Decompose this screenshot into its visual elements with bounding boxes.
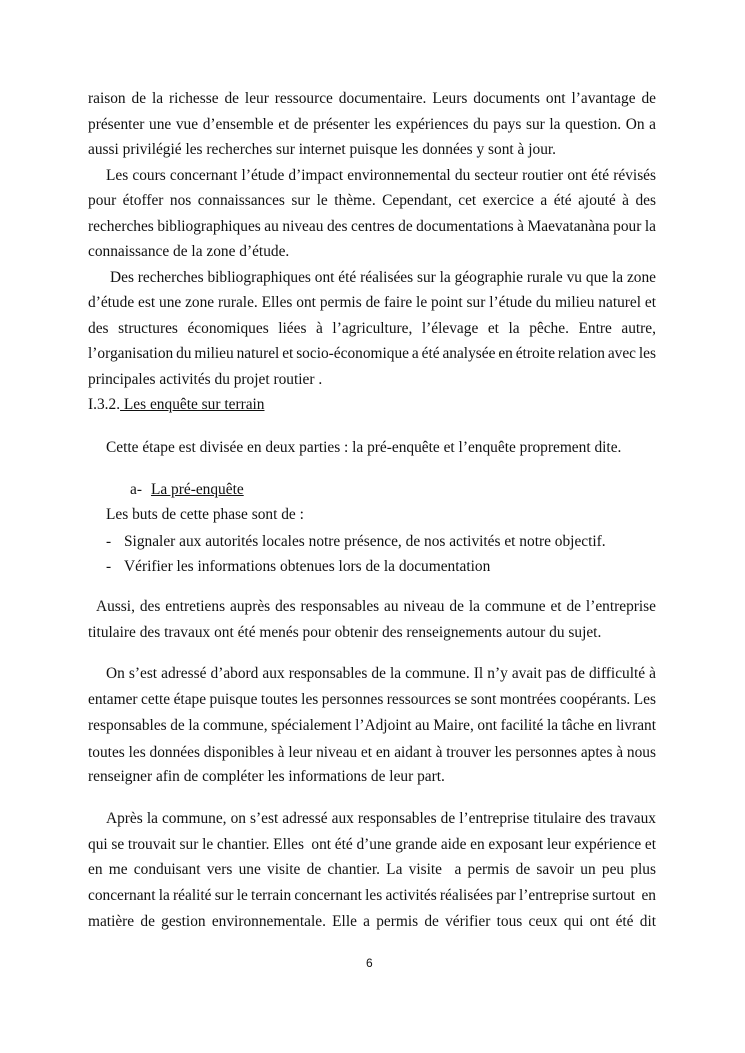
text-line: entamer cette étape puisque toutes les personnes ressources se sont montrées coopérants. Les — [88, 691, 656, 708]
subsection-marker: a- — [130, 481, 142, 498]
list-item-text: Vérifier les informations obtenues lors de la documentation — [124, 558, 491, 575]
text-line: recherches bibliographiques au niveau des centres de documentations à Maevatanàna pour la — [88, 218, 656, 235]
text-line: Aussi, des entretiens auprès des responsables au niveau de la commune et de l’entreprise — [96, 598, 656, 615]
subsection-heading — [130, 481, 430, 499]
text-line: en me conduisant vers une visite de chantier. La visite a permis de savoir un peu plus — [88, 861, 656, 878]
bullet-dash: - — [106, 533, 112, 550]
text-line: Les cours concernant l’étude d’impact environnemental du secteur routier ont été révisés — [106, 167, 656, 184]
text-line: des structures économiques liées à l’agriculture, l’élevage et la pêche. Entre autre, — [88, 320, 656, 337]
text-line: principales activités du projet routier . — [88, 371, 323, 388]
text-line: Après la commune, on s’est adressé aux responsables de l’entreprise titulaire des travaux — [106, 810, 656, 827]
page-number: 6 — [366, 956, 373, 970]
text-line: matière de gestion environnementale. Elle a permis de vérifier tous ceux qui ont été dit — [88, 913, 656, 930]
text-line: On s’est adressé d’abord aux responsables de la commune. Il n’y avait pas de difficulté à — [106, 665, 656, 682]
subsection-title: La pré-enquête — [150, 481, 244, 498]
text-line: l’organisation du milieu naturel et socio-économique a été analysée en étroite relation avec les — [88, 345, 656, 362]
text-line: responsables de la commune, spécialement l’Adjoint au Maire, ont facilité la tâche en livrant — [88, 717, 656, 734]
text-line: qui se trouvait sur le chantier. Elles ont été d’une grande aide en exposant leur expérience et — [88, 836, 656, 853]
text-line: renseigner afin de compléter les informations de leur part. — [88, 768, 445, 785]
text-line: Cette étape est divisée en deux parties : la pré-enquête et l’enquête proprement dite. — [106, 439, 622, 456]
list-item-text: Signaler aux autorités locales notre présence, de nos activités et notre objectif. — [124, 533, 606, 550]
text-line: connaissance de la zone d’étude. — [88, 243, 290, 260]
text-line: titulaire des travaux ont été menés pour obtenir des renseignements autour du sujet. — [88, 624, 602, 641]
text-line: aussi privilégié les recherches sur internet puisque les données y sont à jour. — [88, 141, 557, 158]
bullet-dash: - — [106, 558, 112, 575]
text-line: d’étude est une zone rurale. Elles ont permis de faire le point sur l’étude du milieu naturel et — [88, 294, 656, 311]
text-line: pour étoffer nos connaissances sur le thème. Cependant, cet exercice a été ajouté à des — [88, 192, 656, 209]
text-line: Les buts de cette phase sont de : — [106, 506, 304, 523]
text-line: raison de la richesse de leur ressource documentaire. Leurs documents ont l’avantage de — [88, 90, 656, 107]
text-line: présenter une vue d’ensemble et de présenter les expériences du pays sur la question. On a — [88, 116, 656, 133]
section-title: Les enquête sur terrain — [120, 396, 265, 413]
section-number: I.3.2. — [88, 396, 121, 413]
text-line: concernant la réalité sur le terrain concernant les activités réalisées par l’entreprise surtout en — [88, 887, 656, 904]
text-line: toutes les données disponibles à leur niveau et en aidant à trouver les personnes aptes à nous — [88, 744, 656, 761]
section-heading — [88, 396, 656, 414]
text-line: Des recherches bibliographiques ont été réalisées sur la géographie rurale vu que la zone — [110, 269, 656, 286]
